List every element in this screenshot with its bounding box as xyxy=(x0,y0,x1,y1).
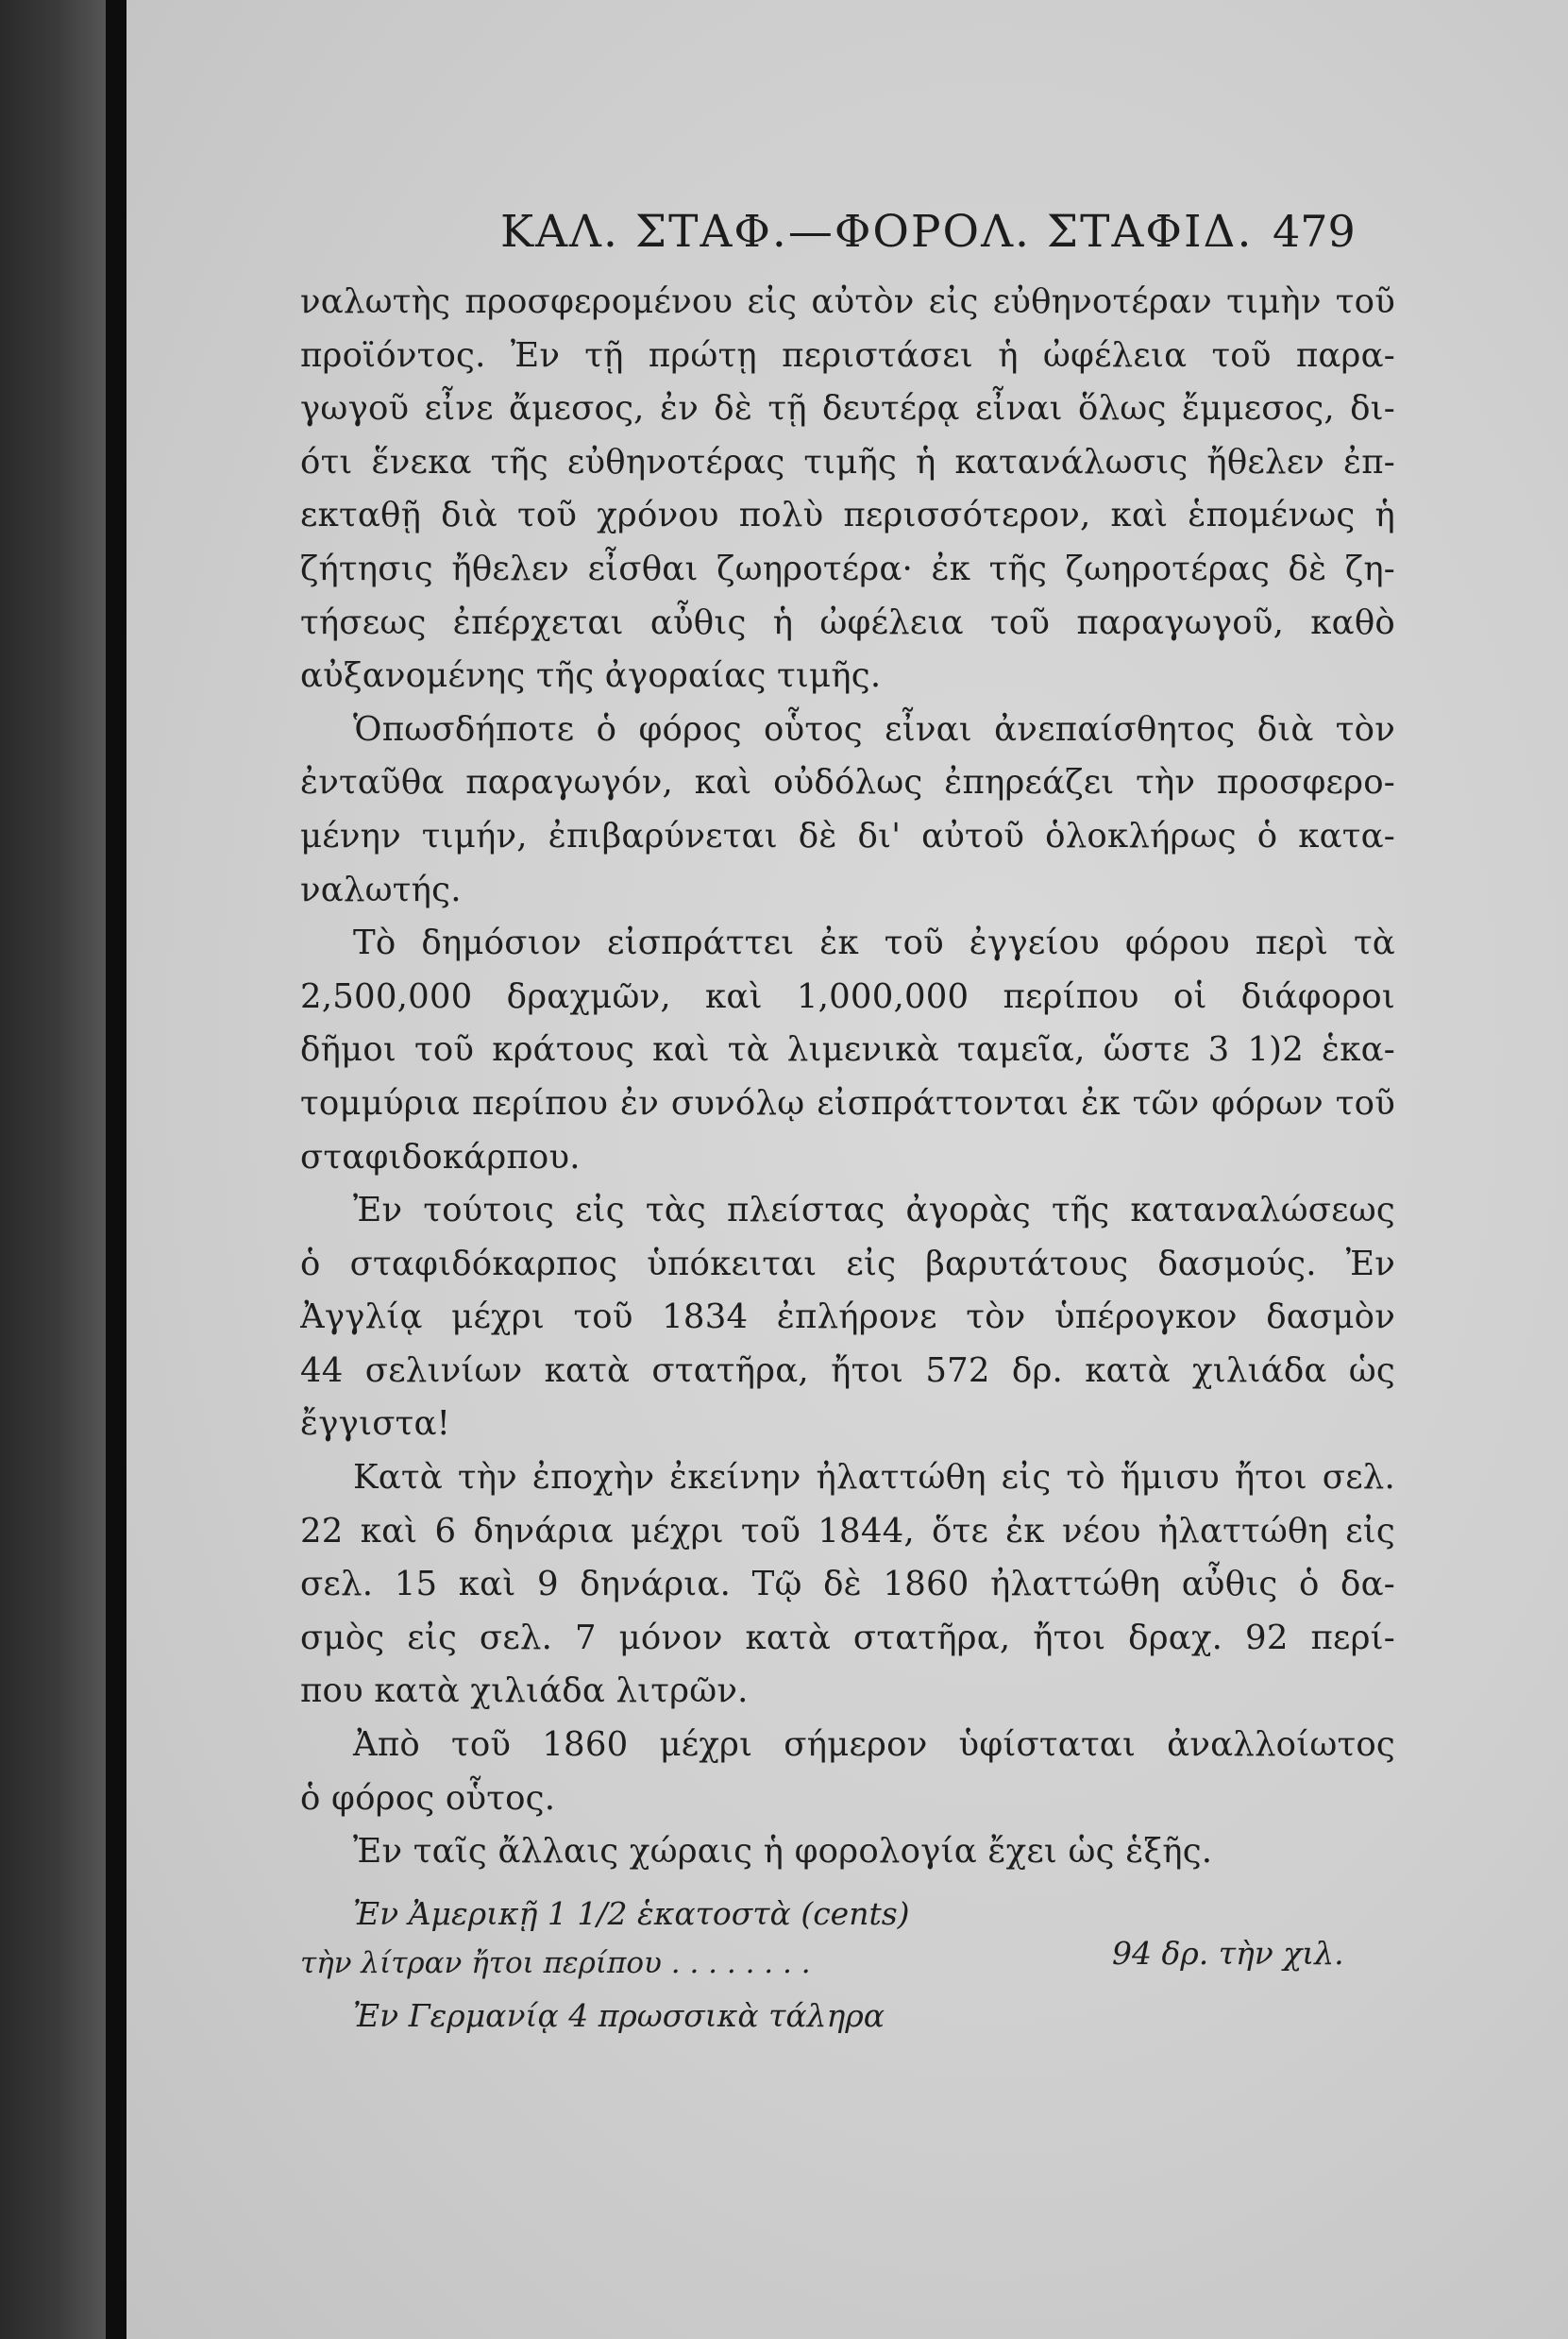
text-line: 44 σελινίων κατὰ στατῆρα, ἤτοι 572 δρ. κατὰ χιλιάδα ὡς xyxy=(300,1350,1395,1390)
text-line: δῆμοι τοῦ κράτους καὶ τὰ λιμενικὰ ταμεῖα, ὥστε 3 1)2 ἑκα- xyxy=(300,1030,1395,1070)
text-line: 2,500,000 δραχμῶν, καὶ 1,000,000 περίπου οἱ διάφοροι xyxy=(300,976,1395,1016)
text-line: Ὁπωσδήποτε ὁ φόρος οὗτος εἶναι ἀνεπαίσθητος διὰ τὸν xyxy=(353,709,1395,749)
text-line: ναλωτής. xyxy=(300,870,462,909)
text-line: τήσεως ἐπέρχεται αὖθις ἡ ὠφέλεια τοῦ παραγωγοῦ, καθὸ xyxy=(300,602,1395,642)
running-head: ΚΑΛ. ΣΤΑΦ.—ΦΟΡΟΛ. ΣΤΑΦΙΔ. xyxy=(500,206,1254,258)
table-cell-country: Ἐν Ἀμερικῇ 1 1/2 ἑκατοστὰ (cents) xyxy=(353,1895,910,1932)
table-cell-amount: 94 δρ. τὴν χιλ. xyxy=(1112,1935,1344,1972)
page-number: 479 xyxy=(1273,206,1356,257)
body-text xyxy=(300,276,1395,1879)
page-header xyxy=(378,206,1435,263)
text-line: Ἀγγλίᾳ μέχρι τοῦ 1834 ἐπλήρονε τὸν ὑπέρογκον δασμὸν xyxy=(300,1297,1395,1337)
table-row xyxy=(300,1997,1433,2048)
text-line: Κατὰ τὴν ἐποχὴν ἐκείνην ἠλαττώθη εἰς τὸ ἥμισυ ἤτοι σελ. xyxy=(353,1458,1395,1498)
text-line: Τὸ δημόσιον εἰσπράττει ἐκ τοῦ ἐγγείου φόρου περὶ τὰ xyxy=(353,924,1395,963)
text-line: σταφιδοκάρπου. xyxy=(300,1137,581,1177)
text-line: προϊόντος. Ἐν τῇ πρώτῃ περιστάσει ἡ ὠφέλεια τοῦ παρα- xyxy=(300,335,1395,375)
text-line: Ἐν ταῖς ἄλλαις χώραις ἡ φορολογία ἔχει ὡς ἑξῆς. xyxy=(353,1832,1213,1872)
text-line: γωγοῦ εἶνε ἄμεσος, ἐν δὲ τῇ δευτέρᾳ εἶναι ὅλως ἔμμεσος, δι- xyxy=(300,389,1395,429)
text-line: μένην τιμήν, ἐπιβαρύνεται δὲ δι' αὐτοῦ ὁλοκλήρως ὁ κατα- xyxy=(300,816,1395,856)
book-spine-shadow xyxy=(106,0,126,2339)
text-line: ἔγγιστα! xyxy=(300,1404,451,1444)
text-line: ὁ φόρος οὗτος. xyxy=(300,1778,556,1818)
text-line: Ἀπὸ τοῦ 1860 μέχρι σήμερον ὑφίσταται ἀναλλοίωτος xyxy=(353,1725,1395,1765)
text-line: που κατὰ χιλιάδα λιτρῶν. xyxy=(300,1671,749,1711)
text-line: ναλωτὴς προσφερομένου εἰς αὐτὸν εἰς εὐθηνοτέραν τιμὴν τοῦ xyxy=(300,282,1395,321)
text-line: εκταθῇ διὰ τοῦ χρόνου πολὺ περισσότερον, καὶ ἑπομένως ἡ xyxy=(300,496,1395,535)
tax-table xyxy=(300,1895,1433,2048)
table-cell-country: Ἐν Γερμανίᾳ 4 πρωσσικὰ τάληρα xyxy=(353,1997,885,2034)
table-cell-description: τὴν λίτραν ἤτοι περίπου . . . . . . . . xyxy=(300,1946,811,1980)
text-line: αὐξανομένης τῆς ἀγοραίας τιμῆς. xyxy=(300,656,882,696)
text-line: τομμύρια περίπου ἐν συνόλῳ εἰσπράττονται ἐκ τῶν φόρων τοῦ xyxy=(300,1083,1395,1123)
text-line: ζήτησις ἤθελεν εἶσθαι ζωηροτέρα· ἐκ τῆς ζωηροτέρας δὲ ζη- xyxy=(300,549,1395,588)
text-line: 22 καὶ 6 δηνάρια μέχρι τοῦ 1844, ὅτε ἐκ νέου ἠλαττώθη εἰς xyxy=(300,1511,1395,1551)
text-line: ὁ σταφιδόκαρπος ὑπόκειται εἰς βαρυτάτους δασμούς. Ἐν xyxy=(300,1244,1395,1283)
text-line: σμὸς εἰς σελ. 7 μόνον κατὰ στατῆρα, ἤτοι δραχ. 92 περί- xyxy=(300,1618,1395,1657)
text-line: ότι ἕνεκα τῆς εὐθηνοτέρας τιμῆς ἡ κατανάλωσις ἤθελεν ἐπ- xyxy=(300,442,1395,482)
text-line: Ἐν τούτοις εἰς τὰς πλείστας ἀγορὰς τῆς καταναλώσεως xyxy=(353,1191,1395,1230)
text-line: ἐνταῦθα παραγωγόν, καὶ οὐδόλως ἐπηρεάζει τὴν προσφερο- xyxy=(300,763,1395,803)
text-line: σελ. 15 καὶ 9 δηνάρια. Τῷ δὲ 1860 ἠλαττώθη αὖθις ὁ δα- xyxy=(300,1565,1395,1604)
table-row xyxy=(300,1935,1433,1997)
